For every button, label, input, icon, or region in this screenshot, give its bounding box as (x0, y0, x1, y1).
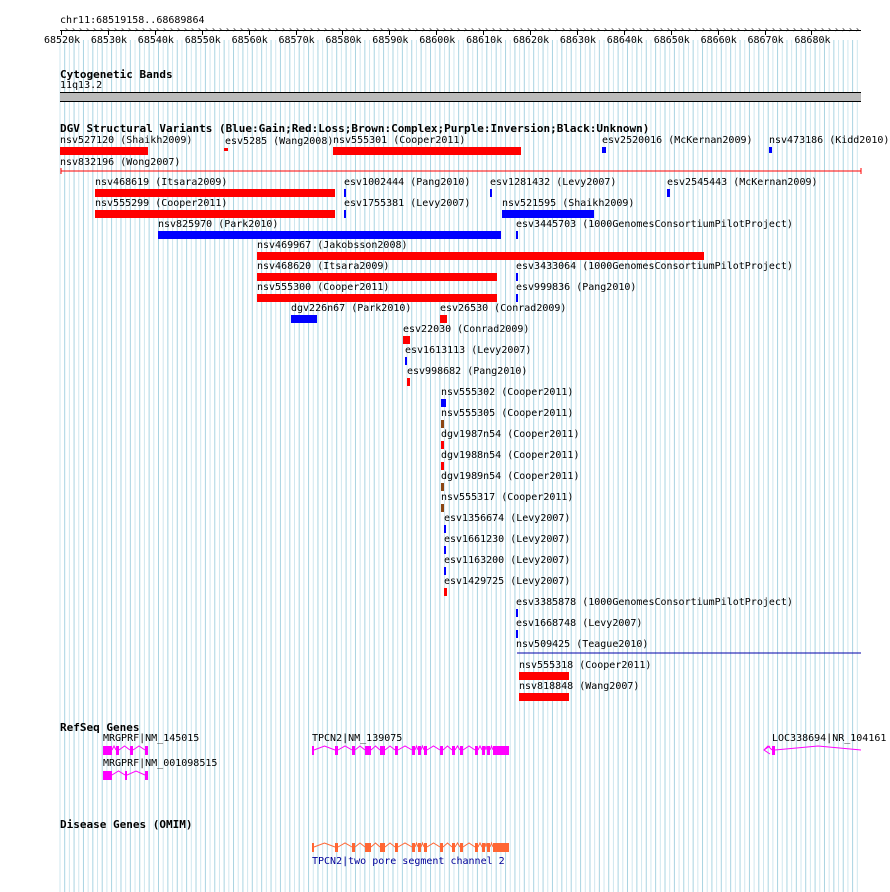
ruler-arrow: › (596, 25, 601, 34)
ruler-tick-label: 68670k (747, 35, 784, 46)
ruler-tick-label: 68600k (419, 35, 456, 46)
ruler-arrow: › (71, 25, 76, 34)
dgv-variant-label[interactable]: esv1002444 (Pang2010) (344, 177, 471, 188)
dgv-variant-label[interactable]: nsv555317 (Cooper2011) (441, 492, 574, 503)
ruler-arrow: › (771, 25, 776, 34)
ruler-arrow: › (239, 25, 244, 34)
dgv-variant-label[interactable]: dgv1988n54 (Cooper2011) (441, 450, 580, 461)
ruler-tick-label: 68530k (90, 35, 128, 46)
dgv-variant-label[interactable]: nsv825970 (Park2010) (158, 219, 279, 230)
dgv-variant-label[interactable]: esv3433064 (1000GenomesConsortiumPilotProject) (516, 261, 793, 272)
ruler-arrow: › (568, 25, 573, 34)
dgv-variant-label[interactable]: esv3385878 (1000GenomesConsortiumPilotProject) (516, 597, 793, 608)
ruler-arrow: › (260, 25, 265, 34)
dgv-variant-label[interactable]: nsv555300 (Cooper2011) (257, 282, 390, 293)
dgv-variant-label[interactable]: dgv226n67 (Park2010) (291, 303, 412, 314)
ruler-tick-label: 68680k (794, 35, 831, 46)
ruler-arrow: › (85, 25, 90, 34)
dgv-variant-label[interactable]: nsv818848 (Wang2007) (519, 681, 640, 692)
ruler-arrow: › (414, 25, 419, 34)
ruler-arrow: › (379, 25, 384, 34)
dgv-variant-label[interactable]: nsv555318 (Cooper2011) (519, 660, 652, 671)
ruler-arrow: › (400, 25, 405, 34)
ruler-arrow: › (554, 25, 559, 34)
dgv-variant-label[interactable]: esv1356674 (Levy2007) (444, 513, 571, 524)
ruler-arrow: › (792, 25, 797, 34)
ruler-tick-label: 68640k (606, 35, 643, 46)
refseq-gene-label[interactable]: MRGPRF|NM_145015 (103, 733, 200, 744)
ruler-arrow: › (526, 25, 531, 34)
ruler-arrow: › (365, 25, 370, 34)
refseq-gene-label[interactable]: LOC338694|NR_104161 (772, 733, 887, 744)
ruler-arrow: › (309, 25, 314, 34)
ruler-tick-label: 68550k (184, 35, 221, 46)
dgv-variant-label[interactable]: nsv527120 (Shaikh2009) (60, 135, 193, 146)
ruler-arrow: › (512, 25, 517, 34)
ruler-arrow: › (316, 25, 321, 34)
dgv-variant-label[interactable]: esv26530 (Conrad2009) (440, 303, 567, 314)
dgv-variant-label[interactable]: esv1281432 (Levy2007) (490, 177, 617, 188)
ruler-arrow: › (750, 25, 755, 34)
dgv-variant-label[interactable]: dgv1989n54 (Cooper2011) (441, 471, 580, 482)
ruler-arrow: › (421, 25, 426, 34)
ruler-arrow: › (274, 25, 279, 34)
ruler-arrow: › (358, 25, 363, 34)
ruler-arrow: › (687, 25, 692, 34)
dgv-variant-label[interactable]: esv1429725 (Levy2007) (444, 576, 571, 587)
ruler-arrow: › (92, 25, 97, 34)
ruler-arrow: › (547, 25, 552, 34)
dgv-variant-label[interactable]: esv1163200 (Levy2007) (444, 555, 571, 566)
ruler-arrow: › (820, 25, 825, 34)
dgv-variant-label[interactable]: esv5285 (Wang2008) (225, 136, 334, 147)
ruler-arrow: › (827, 25, 832, 34)
ruler-arrow: › (106, 25, 111, 34)
ruler-arrow: › (197, 25, 202, 34)
ruler-arrow: › (295, 25, 300, 34)
ruler-tick-label: 68660k (700, 35, 737, 46)
ruler-arrow: › (64, 25, 69, 34)
ruler-arrow: › (764, 25, 769, 34)
ruler-arrow: › (673, 25, 678, 34)
ruler-arrow: › (225, 25, 230, 34)
ruler-arrow: › (386, 25, 391, 34)
ruler-arrow: › (351, 25, 356, 34)
ruler-arrow: › (603, 25, 608, 34)
ruler-arrow: › (708, 25, 713, 34)
dgv-variant-label[interactable]: esv1661230 (Levy2007) (444, 534, 571, 545)
ruler-arrow: › (652, 25, 657, 34)
ruler-arrow: › (134, 25, 139, 34)
ruler-arrow: › (484, 25, 489, 34)
ruler-tick-label: 68650k (653, 35, 690, 46)
ruler-arrow: › (176, 25, 181, 34)
ruler-arrow: › (169, 25, 174, 34)
dgv-variant-label[interactable]: nsv555299 (Cooper2011) (95, 198, 228, 209)
dgv-variant-label[interactable]: esv1613113 (Levy2007) (405, 345, 532, 356)
dgv-variant-label[interactable]: nsv555305 (Cooper2011) (441, 408, 574, 419)
dgv-variant-label[interactable]: esv22030 (Conrad2009) (403, 324, 530, 335)
ruler-arrow: › (722, 25, 727, 34)
ruler-arrow: › (736, 25, 741, 34)
ruler-arrow: › (344, 25, 349, 34)
ruler-arrow: › (533, 25, 538, 34)
ruler-arrow: › (393, 25, 398, 34)
ruler-arrow: › (617, 25, 622, 34)
ruler-arrow: › (666, 25, 671, 34)
refseq-track-title[interactable]: RefSeq Genes (60, 721, 140, 734)
ruler-arrow: › (589, 25, 594, 34)
ruler-arrow: › (218, 25, 223, 34)
dgv-variant-label[interactable]: nsv468620 (Itsara2009) (257, 261, 390, 272)
ruler-arrow: › (113, 25, 118, 34)
ruler-arrow: › (190, 25, 195, 34)
ruler-tick-label: 68520k (44, 35, 81, 46)
omim-gene-label[interactable]: TPCN2|two pore segment channel 2 (312, 856, 505, 867)
ruler-arrow: › (638, 25, 643, 34)
ruler-arrow: › (519, 25, 524, 34)
ruler-arrow: › (407, 25, 412, 34)
ruler-arrow: › (540, 25, 545, 34)
ruler-arrow: › (267, 25, 272, 34)
ruler-arrow: › (631, 25, 636, 34)
ruler-arrow: › (463, 25, 468, 34)
ruler-arrow: › (127, 25, 132, 34)
ruler-arrow: › (302, 25, 307, 34)
ruler-arrow: › (372, 25, 377, 34)
refseq-gene-label[interactable]: MRGPRF|NM_001098515 (103, 758, 218, 769)
ruler-arrow: › (855, 25, 860, 34)
ruler-tick-label: 68540k (137, 35, 174, 46)
ruler-arrow: › (785, 25, 790, 34)
ruler-tick-label: 68560k (231, 35, 268, 46)
ruler-arrow: › (155, 25, 160, 34)
ruler-arrow: › (281, 25, 286, 34)
ruler-arrow: › (610, 25, 615, 34)
dgv-variant-label[interactable]: nsv469967 (Jakobsson2008) (257, 240, 408, 251)
ruler-arrow: › (624, 25, 629, 34)
ruler-arrow: › (99, 25, 104, 34)
ruler-arrow: › (428, 25, 433, 34)
ruler-arrow: › (183, 25, 188, 34)
ruler-arrow: › (645, 25, 650, 34)
ruler-arrow: › (211, 25, 216, 34)
ruler-arrow: › (582, 25, 587, 34)
ruler-arrow: › (813, 25, 818, 34)
ruler-arrow: › (253, 25, 258, 34)
ruler-arrow: › (848, 25, 853, 34)
ruler-arrow: › (715, 25, 720, 34)
ruler-tick-label: 68630k (559, 35, 597, 46)
ruler-arrow: › (456, 25, 461, 34)
ruler-arrow: › (204, 25, 209, 34)
ruler-tick-label: 68570k (278, 35, 315, 46)
ruler-arrow: › (694, 25, 699, 34)
ruler-tick-label: 68620k (513, 35, 550, 46)
dgv-variant-label[interactable]: nsv521595 (Shaikh2009) (502, 198, 635, 209)
ruler-arrow: › (323, 25, 328, 34)
ruler-arrow: › (841, 25, 846, 34)
ruler-arrow: › (78, 25, 83, 34)
ruler-arrow: › (799, 25, 804, 34)
omim-track-title[interactable]: Disease Genes (OMIM) (60, 818, 193, 831)
dgv-variant-label[interactable]: nsv555301 (Cooper2011) (333, 135, 466, 146)
ruler-arrow: › (337, 25, 342, 34)
ruler-arrow: › (232, 25, 237, 34)
ruler-arrow: › (246, 25, 251, 34)
dgv-variant-label[interactable]: esv998682 (Pang2010) (407, 366, 528, 377)
ruler-arrow: › (120, 25, 125, 34)
dgv-track-title[interactable]: DGV Structural Variants (Blue:Gain;Red:Loss;Brown:Complex;Purple:Inversion;Black:Unknown) (60, 122, 650, 135)
ruler-arrow: › (330, 25, 335, 34)
cytoband-label[interactable]: 11q13.2 (60, 80, 103, 91)
ruler-arrow: › (148, 25, 153, 34)
dgv-variant-label[interactable]: esv1755381 (Levy2007) (344, 198, 471, 209)
ruler-arrow: › (806, 25, 811, 34)
ruler-arrow: › (701, 25, 706, 34)
dgv-variant-label[interactable]: dgv1987n54 (Cooper2011) (441, 429, 580, 440)
dgv-variant-label[interactable]: esv3445703 (1000GenomesConsortiumPilotProject) (516, 219, 793, 230)
ruler-arrow: › (141, 25, 146, 34)
ruler-arrow: › (442, 25, 447, 34)
dgv-variant-label[interactable]: nsv509425 (Teague2010) (516, 639, 649, 650)
dgv-variant-label[interactable]: esv999836 (Pang2010) (516, 282, 637, 293)
ruler-arrow: › (743, 25, 748, 34)
ruler-arrow: › (778, 25, 783, 34)
ruler-arrow: › (435, 25, 440, 34)
ruler-arrow: › (659, 25, 664, 34)
ruler-arrow: › (498, 25, 503, 34)
dgv-variant-label[interactable]: nsv473186 (Kidd2010) (769, 135, 890, 146)
ruler-tick-label: 68610k (466, 35, 503, 46)
dgv-variant-label[interactable]: esv2545443 (McKernan2009) (667, 177, 818, 188)
ruler-arrow: › (491, 25, 496, 34)
ruler-arrow: › (477, 25, 482, 34)
dgv-variant-label[interactable]: nsv555302 (Cooper2011) (441, 387, 574, 398)
ruler-arrow: › (729, 25, 734, 34)
dgv-variant-label[interactable]: esv2520016 (McKernan2009) (602, 135, 753, 146)
ruler-arrow: › (162, 25, 167, 34)
ruler-arrow: › (449, 25, 454, 34)
region-label: chr11:68519158..68689864 (60, 15, 205, 26)
cytoband-track-title[interactable]: Cytogenetic Bands (60, 68, 173, 81)
ruler-arrow: › (757, 25, 762, 34)
ruler-arrow: › (505, 25, 510, 34)
dgv-variant-label[interactable]: nsv832196 (Wong2007) (60, 157, 181, 168)
ruler-arrow: › (834, 25, 839, 34)
ruler-tick-label: 68590k (372, 35, 409, 46)
dgv-variant-label[interactable]: esv1668748 (Levy2007) (516, 618, 643, 629)
ruler-arrow: › (575, 25, 580, 34)
ruler-arrow: › (680, 25, 685, 34)
refseq-gene-label[interactable]: TPCN2|NM_139075 (312, 733, 403, 744)
ruler-arrow: › (470, 25, 475, 34)
dgv-variant-label[interactable]: nsv468619 (Itsara2009) (95, 177, 228, 188)
ruler-arrow: › (561, 25, 566, 34)
ruler-tick-label: 68580k (325, 35, 362, 46)
ruler-arrow: › (288, 25, 293, 34)
